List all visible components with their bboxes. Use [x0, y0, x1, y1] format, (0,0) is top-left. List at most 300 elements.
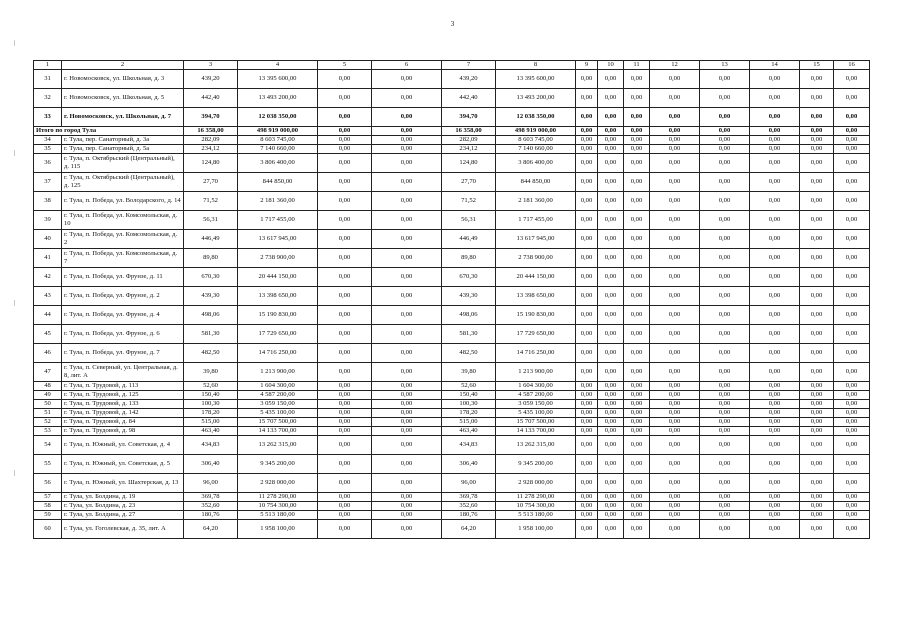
value-cell: 0,00: [700, 427, 750, 436]
cost-cell: 17 729 650,00: [238, 325, 318, 344]
value-cell: 0,00: [318, 502, 372, 511]
value-cell: 0,00: [750, 249, 800, 268]
area-cell: 670,30: [442, 268, 496, 287]
area-cell: 39,80: [442, 363, 496, 382]
row-number-cell: 51: [34, 409, 62, 418]
value-cell: 0,00: [800, 344, 834, 363]
row-number-cell: 59: [34, 511, 62, 520]
value-cell: 0,00: [624, 70, 650, 89]
table-row: [34, 436, 870, 455]
area-cell: 64,20: [184, 520, 238, 539]
value-cell: 0,00: [576, 474, 598, 493]
value-cell: 0,00: [800, 108, 834, 127]
page-number: 3: [450, 20, 455, 28]
value-cell: 0,00: [750, 325, 800, 344]
area-cell: 482,50: [184, 344, 238, 363]
value-cell: 0,00: [624, 474, 650, 493]
value-cell: 0,00: [576, 418, 598, 427]
cost-cell: 17 729 650,00: [496, 325, 576, 344]
value-cell: 0,00: [576, 287, 598, 306]
column-number-cell: 14: [750, 61, 800, 70]
value-cell: 0,00: [834, 436, 870, 455]
cost-cell: 14 716 250,00: [496, 344, 576, 363]
value-cell: 0,00: [750, 211, 800, 230]
cost-cell: 14 133 700,00: [238, 427, 318, 436]
value-cell: 0,00: [800, 427, 834, 436]
row-number-cell: 41: [34, 249, 62, 268]
value-cell: 0,00: [598, 127, 624, 136]
row-number-cell: 60: [34, 520, 62, 539]
value-cell: 0,00: [598, 511, 624, 520]
cost-cell: 3 806 400,00: [496, 154, 576, 173]
value-cell: 0,00: [834, 493, 870, 502]
value-cell: 0,00: [800, 325, 834, 344]
row-number-cell: 46: [34, 344, 62, 363]
value-cell: 0,00: [598, 145, 624, 154]
value-cell: 0,00: [372, 382, 442, 391]
table-row: [34, 136, 870, 145]
value-cell: 0,00: [834, 391, 870, 400]
value-cell: 0,00: [700, 409, 750, 418]
value-cell: 0,00: [372, 89, 442, 108]
value-cell: 0,00: [700, 474, 750, 493]
value-cell: 0,00: [800, 70, 834, 89]
area-cell: 446,49: [184, 230, 238, 249]
table-row: [34, 306, 870, 325]
cost-cell: 3 806 400,00: [238, 154, 318, 173]
value-cell: 0,00: [598, 382, 624, 391]
table-row: [34, 427, 870, 436]
area-cell: 27,70: [442, 173, 496, 192]
value-cell: 0,00: [650, 173, 700, 192]
area-cell: 71,52: [442, 192, 496, 211]
row-number-cell: 35: [34, 145, 62, 154]
value-cell: 0,00: [624, 325, 650, 344]
cost-cell: 9 345 200,00: [496, 455, 576, 474]
table-row: [34, 520, 870, 539]
value-cell: 0,00: [372, 520, 442, 539]
area-cell: 439,20: [184, 70, 238, 89]
address-cell: г. Тула, п. Трудовой, д. 98: [62, 427, 184, 436]
cost-cell: 13 262 315,00: [496, 436, 576, 455]
value-cell: 0,00: [318, 325, 372, 344]
row-number-cell: 47: [34, 363, 62, 382]
area-cell: 150,40: [442, 391, 496, 400]
value-cell: 0,00: [372, 409, 442, 418]
value-cell: 0,00: [598, 344, 624, 363]
row-number-cell: 43: [34, 287, 62, 306]
cost-cell: 3 059 150,00: [496, 400, 576, 409]
value-cell: 0,00: [372, 427, 442, 436]
value-cell: 0,00: [624, 502, 650, 511]
left-margin-mark: [14, 470, 15, 476]
value-cell: 0,00: [576, 154, 598, 173]
area-cell: 446,49: [442, 230, 496, 249]
value-cell: 0,00: [800, 287, 834, 306]
cost-cell: 1 213 900,00: [496, 363, 576, 382]
value-cell: 0,00: [750, 455, 800, 474]
area-cell: 100,30: [442, 400, 496, 409]
area-cell: 150,40: [184, 391, 238, 400]
value-cell: 0,00: [598, 391, 624, 400]
value-cell: 0,00: [372, 455, 442, 474]
value-cell: 0,00: [576, 211, 598, 230]
area-cell: 124,80: [184, 154, 238, 173]
area-cell: 180,76: [184, 511, 238, 520]
cost-cell: 844 850,00: [496, 173, 576, 192]
value-cell: 0,00: [800, 154, 834, 173]
value-cell: 0,00: [624, 511, 650, 520]
value-cell: 0,00: [700, 287, 750, 306]
area-cell: 369,78: [184, 493, 238, 502]
value-cell: 0,00: [800, 511, 834, 520]
area-cell: 180,76: [442, 511, 496, 520]
value-cell: 0,00: [372, 436, 442, 455]
value-cell: 0,00: [576, 230, 598, 249]
address-cell: г. Тула, п. Южный, ул. Шахтерская, д. 13: [62, 474, 184, 493]
value-cell: 0,00: [650, 325, 700, 344]
area-cell: 439,30: [184, 287, 238, 306]
area-cell: 515,00: [184, 418, 238, 427]
value-cell: 0,00: [650, 287, 700, 306]
table-row: [34, 268, 870, 287]
area-cell: 282,09: [442, 136, 496, 145]
table-row: [34, 154, 870, 173]
value-cell: 0,00: [800, 173, 834, 192]
table-row: [34, 511, 870, 520]
column-number-row: [34, 61, 870, 70]
value-cell: 0,00: [598, 502, 624, 511]
value-cell: 0,00: [650, 474, 700, 493]
value-cell: 0,00: [650, 493, 700, 502]
value-cell: 0,00: [372, 108, 442, 127]
address-cell: г. Тула, п. Трудовой, д. 142: [62, 409, 184, 418]
value-cell: 0,00: [576, 325, 598, 344]
value-cell: 0,00: [372, 306, 442, 325]
cost-cell: 11 278 290,00: [238, 493, 318, 502]
cost-cell: 20 444 150,00: [238, 268, 318, 287]
value-cell: 0,00: [750, 400, 800, 409]
value-cell: 0,00: [598, 192, 624, 211]
value-cell: 0,00: [576, 249, 598, 268]
value-cell: 0,00: [624, 391, 650, 400]
value-cell: 0,00: [650, 363, 700, 382]
row-number-cell: 38: [34, 192, 62, 211]
value-cell: 0,00: [624, 136, 650, 145]
value-cell: 0,00: [650, 306, 700, 325]
table-row: [34, 192, 870, 211]
value-cell: 0,00: [700, 154, 750, 173]
cost-cell: 15 190 830,00: [496, 306, 576, 325]
cost-cell: 1 604 300,00: [496, 382, 576, 391]
value-cell: 0,00: [598, 70, 624, 89]
area-cell: 178,20: [442, 409, 496, 418]
value-cell: 0,00: [700, 325, 750, 344]
value-cell: 0,00: [598, 409, 624, 418]
value-cell: 0,00: [650, 192, 700, 211]
column-number-cell: 2: [62, 61, 184, 70]
address-cell: г. Тула, пер. Санаторный, д. 3а: [62, 136, 184, 145]
column-number-cell: 11: [624, 61, 650, 70]
area-cell: 394,70: [184, 108, 238, 127]
value-cell: 0,00: [750, 427, 800, 436]
value-cell: 0,00: [800, 382, 834, 391]
cost-cell: 3 059 150,00: [238, 400, 318, 409]
column-number-cell: 15: [800, 61, 834, 70]
area-cell: 394,70: [442, 108, 496, 127]
cost-cell: 498 919 000,00: [496, 127, 576, 136]
value-cell: 0,00: [598, 173, 624, 192]
table-row: [34, 409, 870, 418]
value-cell: 0,00: [318, 127, 372, 136]
table-row: [34, 493, 870, 502]
left-margin-mark: [14, 40, 15, 46]
value-cell: 0,00: [834, 363, 870, 382]
value-cell: 0,00: [372, 511, 442, 520]
value-cell: 0,00: [624, 427, 650, 436]
cost-cell: 1 717 455,00: [496, 211, 576, 230]
value-cell: 0,00: [750, 306, 800, 325]
cost-cell: 4 587 200,00: [238, 391, 318, 400]
value-cell: 0,00: [576, 268, 598, 287]
value-cell: 0,00: [624, 268, 650, 287]
cost-cell: 2 181 360,00: [496, 192, 576, 211]
cost-cell: 10 754 300,00: [238, 502, 318, 511]
cost-cell: 2 181 360,00: [238, 192, 318, 211]
cost-cell: 1 958 100,00: [238, 520, 318, 539]
address-cell: г. Тула, п. Октябрьский (Центральный), д. 115: [62, 154, 184, 173]
cost-cell: 7 140 660,00: [496, 145, 576, 154]
value-cell: 0,00: [318, 230, 372, 249]
value-cell: 0,00: [598, 287, 624, 306]
value-cell: 0,00: [624, 382, 650, 391]
left-margin-mark: [14, 150, 15, 156]
value-cell: 0,00: [650, 455, 700, 474]
address-cell: г. Тула, п. Победа, ул. Комсомольская, д. 10: [62, 211, 184, 230]
value-cell: 0,00: [834, 89, 870, 108]
table-row: [34, 249, 870, 268]
value-cell: 0,00: [834, 325, 870, 344]
cost-cell: 1 717 455,00: [238, 211, 318, 230]
table-row: [34, 173, 870, 192]
value-cell: 0,00: [598, 455, 624, 474]
value-cell: 0,00: [624, 436, 650, 455]
address-cell: г. Тула, п. Победа, ул. Фрунзе, д. 7: [62, 344, 184, 363]
value-cell: 0,00: [750, 230, 800, 249]
value-cell: 0,00: [624, 154, 650, 173]
area-cell: 124,80: [442, 154, 496, 173]
row-number-cell: 56: [34, 474, 62, 493]
value-cell: 0,00: [576, 409, 598, 418]
value-cell: 0,00: [834, 211, 870, 230]
value-cell: 0,00: [372, 154, 442, 173]
address-cell: г. Новомосковск, ул. Школьная, д. 7: [62, 108, 184, 127]
value-cell: 0,00: [576, 306, 598, 325]
value-cell: 0,00: [834, 70, 870, 89]
address-cell: г. Тула, п. Победа, ул. Фрунзе, д. 11: [62, 268, 184, 287]
area-cell: 670,30: [184, 268, 238, 287]
table-row: [34, 287, 870, 306]
value-cell: 0,00: [318, 474, 372, 493]
value-cell: 0,00: [750, 502, 800, 511]
table-row: [34, 455, 870, 474]
value-cell: 0,00: [700, 363, 750, 382]
cost-cell: 10 754 300,00: [496, 502, 576, 511]
cost-cell: 13 395 600,00: [238, 70, 318, 89]
row-number-cell: 54: [34, 436, 62, 455]
value-cell: 0,00: [576, 108, 598, 127]
cost-cell: 1 958 100,00: [496, 520, 576, 539]
value-cell: 0,00: [750, 418, 800, 427]
area-cell: 39,80: [184, 363, 238, 382]
row-number-cell: 58: [34, 502, 62, 511]
value-cell: 0,00: [318, 436, 372, 455]
value-cell: 0,00: [700, 400, 750, 409]
row-number-cell: 34: [34, 136, 62, 145]
area-cell: 463,40: [442, 427, 496, 436]
value-cell: 0,00: [318, 493, 372, 502]
area-cell: 306,40: [442, 455, 496, 474]
value-cell: 0,00: [700, 436, 750, 455]
value-cell: 0,00: [750, 154, 800, 173]
value-cell: 0,00: [576, 493, 598, 502]
address-cell: г. Тула, п. Победа, ул. Володарского, д. 14: [62, 192, 184, 211]
area-cell: 52,60: [184, 382, 238, 391]
value-cell: 0,00: [700, 230, 750, 249]
cost-cell: 20 444 150,00: [496, 268, 576, 287]
cost-cell: 13 398 650,00: [496, 287, 576, 306]
address-cell: г. Тула, п. Южный, ул. Советская, д. 4: [62, 436, 184, 455]
value-cell: 0,00: [624, 344, 650, 363]
value-cell: 0,00: [700, 89, 750, 108]
cost-cell: 2 928 000,00: [496, 474, 576, 493]
value-cell: 0,00: [372, 127, 442, 136]
value-cell: 0,00: [372, 249, 442, 268]
value-cell: 0,00: [700, 127, 750, 136]
value-cell: 0,00: [800, 493, 834, 502]
value-cell: 0,00: [576, 344, 598, 363]
area-cell: 306,40: [184, 455, 238, 474]
area-cell: 352,60: [442, 502, 496, 511]
table-row: [34, 391, 870, 400]
value-cell: 0,00: [834, 154, 870, 173]
value-cell: 0,00: [650, 268, 700, 287]
column-number-cell: 1: [34, 61, 62, 70]
table-row: [34, 382, 870, 391]
value-cell: 0,00: [576, 520, 598, 539]
value-cell: 0,00: [834, 382, 870, 391]
value-cell: 0,00: [650, 136, 700, 145]
value-cell: 0,00: [700, 173, 750, 192]
value-cell: 0,00: [834, 268, 870, 287]
value-cell: 0,00: [372, 192, 442, 211]
address-cell: г. Тула, пер. Санаторный, д. 5а: [62, 145, 184, 154]
address-cell: г. Тула, п. Победа, ул. Фрунзе, д. 6: [62, 325, 184, 344]
row-number-cell: 53: [34, 427, 62, 436]
value-cell: 0,00: [834, 418, 870, 427]
column-number-cell: 7: [442, 61, 496, 70]
value-cell: 0,00: [650, 427, 700, 436]
cost-cell: 8 603 745,00: [238, 136, 318, 145]
value-cell: 0,00: [750, 70, 800, 89]
value-cell: 0,00: [598, 418, 624, 427]
address-cell: г. Тула, п. Октябрьский (Центральный), д. 125: [62, 173, 184, 192]
cost-cell: 4 587 200,00: [496, 391, 576, 400]
value-cell: 0,00: [834, 173, 870, 192]
row-number-cell: 40: [34, 230, 62, 249]
address-cell: г. Тула, ул. Болдина, д. 23: [62, 502, 184, 511]
value-cell: 0,00: [834, 108, 870, 127]
value-cell: 0,00: [800, 455, 834, 474]
value-cell: 0,00: [834, 520, 870, 539]
value-cell: 0,00: [750, 520, 800, 539]
value-cell: 0,00: [598, 108, 624, 127]
value-cell: 0,00: [576, 382, 598, 391]
row-number-cell: 45: [34, 325, 62, 344]
value-cell: 0,00: [372, 391, 442, 400]
value-cell: 0,00: [598, 474, 624, 493]
area-cell: 439,20: [442, 70, 496, 89]
cost-cell: 13 395 600,00: [496, 70, 576, 89]
table-row: [34, 502, 870, 511]
value-cell: 0,00: [800, 145, 834, 154]
row-number-cell: 31: [34, 70, 62, 89]
area-cell: 16 358,00: [442, 127, 496, 136]
area-cell: 89,80: [184, 249, 238, 268]
value-cell: 0,00: [834, 230, 870, 249]
value-cell: 0,00: [318, 268, 372, 287]
value-cell: 0,00: [318, 192, 372, 211]
value-cell: 0,00: [576, 427, 598, 436]
value-cell: 0,00: [834, 400, 870, 409]
value-cell: 0,00: [834, 511, 870, 520]
column-number-cell: 6: [372, 61, 442, 70]
value-cell: 0,00: [318, 173, 372, 192]
area-cell: 498,06: [184, 306, 238, 325]
value-cell: 0,00: [700, 502, 750, 511]
value-cell: 0,00: [318, 108, 372, 127]
value-cell: 0,00: [576, 436, 598, 455]
value-cell: 0,00: [598, 136, 624, 145]
left-margin-mark: [14, 300, 15, 306]
value-cell: 0,00: [650, 409, 700, 418]
value-cell: 0,00: [576, 145, 598, 154]
value-cell: 0,00: [800, 136, 834, 145]
row-number-cell: 37: [34, 173, 62, 192]
value-cell: 0,00: [598, 400, 624, 409]
area-cell: 96,00: [442, 474, 496, 493]
area-cell: 442,40: [184, 89, 238, 108]
column-number-cell: 8: [496, 61, 576, 70]
value-cell: 0,00: [834, 249, 870, 268]
value-cell: 0,00: [834, 502, 870, 511]
value-cell: 0,00: [700, 108, 750, 127]
value-cell: 0,00: [318, 382, 372, 391]
value-cell: 0,00: [834, 287, 870, 306]
table-row: [34, 418, 870, 427]
value-cell: 0,00: [318, 400, 372, 409]
area-cell: 178,20: [184, 409, 238, 418]
value-cell: 0,00: [318, 520, 372, 539]
value-cell: 0,00: [750, 391, 800, 400]
value-cell: 0,00: [750, 409, 800, 418]
value-cell: 0,00: [624, 127, 650, 136]
value-cell: 0,00: [318, 70, 372, 89]
value-cell: 0,00: [800, 89, 834, 108]
value-cell: 0,00: [800, 391, 834, 400]
area-cell: 16 358,00: [184, 127, 238, 136]
value-cell: 0,00: [650, 108, 700, 127]
